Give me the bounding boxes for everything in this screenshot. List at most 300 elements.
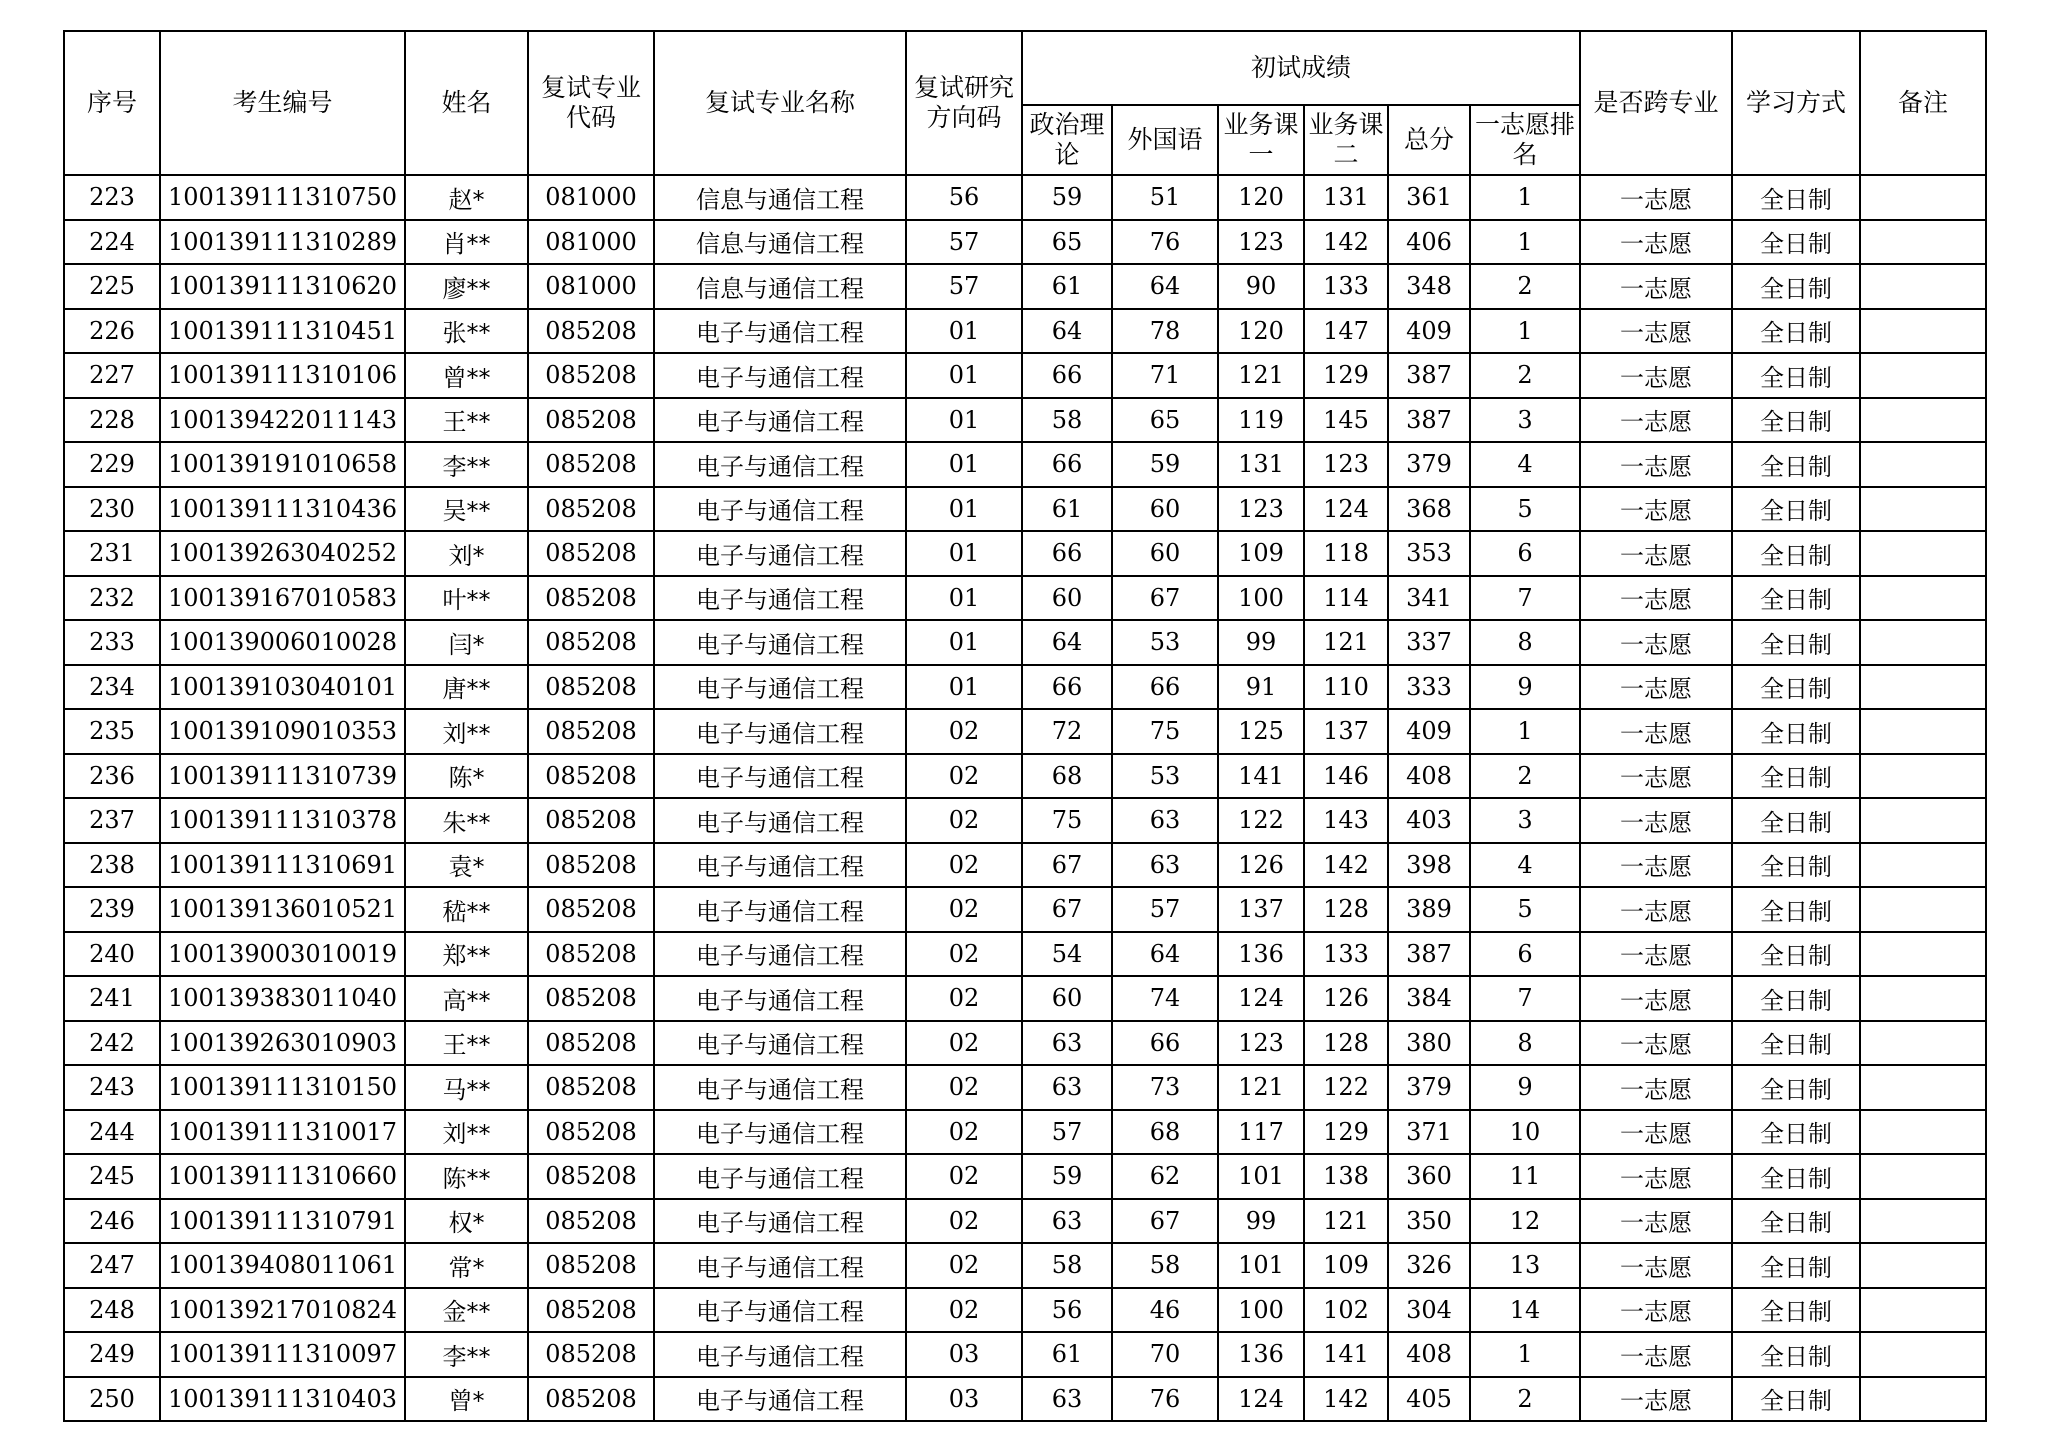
cell-seq: 224 <box>64 220 160 265</box>
cell-seq: 225 <box>64 264 160 309</box>
table-row <box>64 175 1986 220</box>
cell-remarks <box>1860 576 1986 621</box>
cell-total: 337 <box>1388 620 1470 665</box>
cell-politics: 64 <box>1022 620 1112 665</box>
cell-remarks <box>1860 887 1986 932</box>
cell-study-mode: 全日制 <box>1732 843 1860 888</box>
cell-major-code: 085208 <box>528 1199 654 1244</box>
cell-politics: 67 <box>1022 843 1112 888</box>
cell-study-mode: 全日制 <box>1732 665 1860 710</box>
cell-major-code: 081000 <box>528 264 654 309</box>
cell-course2: 118 <box>1304 531 1388 576</box>
cell-course2: 131 <box>1304 175 1388 220</box>
cell-name: 肖** <box>405 220 528 265</box>
cell-exam-id: 100139111310097 <box>160 1332 405 1377</box>
cell-major-name: 信息与通信工程 <box>654 175 906 220</box>
cell-foreign-language: 70 <box>1112 1332 1218 1377</box>
cell-name: 刘** <box>405 709 528 754</box>
cell-remarks <box>1860 1021 1986 1066</box>
cell-remarks <box>1860 976 1986 1021</box>
cell-major-name: 电子与通信工程 <box>654 887 906 932</box>
table-row <box>64 442 1986 487</box>
cell-major-name: 信息与通信工程 <box>654 264 906 309</box>
cell-seq: 236 <box>64 754 160 799</box>
cell-cross-major: 一志愿 <box>1580 843 1732 888</box>
cell-seq: 239 <box>64 887 160 932</box>
cell-major-name: 电子与通信工程 <box>654 531 906 576</box>
cell-course2: 147 <box>1304 309 1388 354</box>
cell-major-name: 电子与通信工程 <box>654 665 906 710</box>
cell-course2: 110 <box>1304 665 1388 710</box>
cell-rank: 1 <box>1470 175 1580 220</box>
cell-direction-code: 01 <box>906 620 1022 665</box>
cell-total: 408 <box>1388 754 1470 799</box>
cell-foreign-language: 71 <box>1112 353 1218 398</box>
cell-course1: 122 <box>1218 798 1304 843</box>
table-row <box>64 531 1986 576</box>
table-row <box>64 1332 1986 1377</box>
cell-seq: 232 <box>64 576 160 621</box>
cell-direction-code: 02 <box>906 1021 1022 1066</box>
cell-foreign-language: 65 <box>1112 398 1218 443</box>
cell-direction-code: 01 <box>906 442 1022 487</box>
cell-rank: 2 <box>1470 353 1580 398</box>
cell-total: 387 <box>1388 398 1470 443</box>
cell-politics: 63 <box>1022 1377 1112 1422</box>
cell-course1: 124 <box>1218 1377 1304 1422</box>
cell-exam-id: 100139217010824 <box>160 1288 405 1333</box>
cell-total: 398 <box>1388 843 1470 888</box>
cell-name: 马** <box>405 1065 528 1110</box>
cell-politics: 61 <box>1022 487 1112 532</box>
cell-politics: 60 <box>1022 576 1112 621</box>
cell-cross-major: 一志愿 <box>1580 887 1732 932</box>
table-row <box>64 1021 1986 1066</box>
cell-total: 326 <box>1388 1243 1470 1288</box>
cell-major-name: 电子与通信工程 <box>654 754 906 799</box>
cell-course1: 109 <box>1218 531 1304 576</box>
cell-study-mode: 全日制 <box>1732 798 1860 843</box>
cell-study-mode: 全日制 <box>1732 887 1860 932</box>
cell-cross-major: 一志愿 <box>1580 620 1732 665</box>
cell-major-code: 085208 <box>528 1332 654 1377</box>
cell-seq: 250 <box>64 1377 160 1422</box>
cell-cross-major: 一志愿 <box>1580 1288 1732 1333</box>
cell-exam-id: 100139006010028 <box>160 620 405 665</box>
cell-major-code: 085208 <box>528 932 654 977</box>
cell-cross-major: 一志愿 <box>1580 1377 1732 1422</box>
cell-total: 387 <box>1388 932 1470 977</box>
cell-foreign-language: 53 <box>1112 754 1218 799</box>
cell-foreign-language: 78 <box>1112 309 1218 354</box>
cell-total: 389 <box>1388 887 1470 932</box>
cell-remarks <box>1860 798 1986 843</box>
cell-foreign-language: 67 <box>1112 576 1218 621</box>
cell-major-code: 085208 <box>528 1243 654 1288</box>
cell-cross-major: 一志愿 <box>1580 1332 1732 1377</box>
cell-name: 叶** <box>405 576 528 621</box>
cell-course2: 143 <box>1304 798 1388 843</box>
table-row <box>64 576 1986 621</box>
cell-course2: 129 <box>1304 1110 1388 1155</box>
cell-course1: 126 <box>1218 843 1304 888</box>
cell-remarks <box>1860 175 1986 220</box>
cell-major-name: 电子与通信工程 <box>654 620 906 665</box>
cell-course1: 121 <box>1218 353 1304 398</box>
cell-major-name: 电子与通信工程 <box>654 843 906 888</box>
cell-total: 333 <box>1388 665 1470 710</box>
cell-major-code: 085208 <box>528 531 654 576</box>
cell-remarks <box>1860 754 1986 799</box>
cell-major-code: 085208 <box>528 1110 654 1155</box>
cell-course2: 102 <box>1304 1288 1388 1333</box>
cell-total: 371 <box>1388 1110 1470 1155</box>
cell-seq: 228 <box>64 398 160 443</box>
cell-major-code: 085208 <box>528 487 654 532</box>
cell-politics: 58 <box>1022 1243 1112 1288</box>
cell-exam-id: 100139111310791 <box>160 1199 405 1244</box>
cell-rank: 1 <box>1470 220 1580 265</box>
table-body <box>64 175 1986 1421</box>
cell-major-name: 电子与通信工程 <box>654 398 906 443</box>
header-politics: 政治理论 <box>1022 105 1112 175</box>
cell-seq: 238 <box>64 843 160 888</box>
cell-course2: 138 <box>1304 1154 1388 1199</box>
table-row <box>64 665 1986 710</box>
cell-study-mode: 全日制 <box>1732 1110 1860 1155</box>
cell-course2: 141 <box>1304 1332 1388 1377</box>
cell-direction-code: 01 <box>906 576 1022 621</box>
cell-cross-major: 一志愿 <box>1580 1199 1732 1244</box>
cell-cross-major: 一志愿 <box>1580 976 1732 1021</box>
cell-major-code: 085208 <box>528 887 654 932</box>
cell-rank: 4 <box>1470 843 1580 888</box>
cell-total: 341 <box>1388 576 1470 621</box>
cell-foreign-language: 67 <box>1112 1199 1218 1244</box>
cell-exam-id: 100139167010583 <box>160 576 405 621</box>
cell-foreign-language: 46 <box>1112 1288 1218 1333</box>
cell-remarks <box>1860 264 1986 309</box>
cell-direction-code: 01 <box>906 353 1022 398</box>
cell-study-mode: 全日制 <box>1732 1288 1860 1333</box>
cell-rank: 6 <box>1470 531 1580 576</box>
cell-cross-major: 一志愿 <box>1580 264 1732 309</box>
cell-direction-code: 02 <box>906 843 1022 888</box>
cell-total: 380 <box>1388 1021 1470 1066</box>
cell-cross-major: 一志愿 <box>1580 709 1732 754</box>
cell-remarks <box>1860 398 1986 443</box>
cell-remarks <box>1860 665 1986 710</box>
cell-total: 379 <box>1388 1065 1470 1110</box>
cell-course1: 123 <box>1218 1021 1304 1066</box>
cell-exam-id: 100139111310750 <box>160 175 405 220</box>
cell-cross-major: 一志愿 <box>1580 798 1732 843</box>
cell-cross-major: 一志愿 <box>1580 576 1732 621</box>
cell-course2: 123 <box>1304 442 1388 487</box>
cell-name: 陈* <box>405 754 528 799</box>
cell-course2: 142 <box>1304 1377 1388 1422</box>
table-row <box>64 264 1986 309</box>
header-total: 总分 <box>1388 105 1470 175</box>
cell-major-name: 电子与通信工程 <box>654 309 906 354</box>
cell-seq: 244 <box>64 1110 160 1155</box>
cell-major-code: 085208 <box>528 442 654 487</box>
cell-study-mode: 全日制 <box>1732 353 1860 398</box>
header-foreign-language: 外国语 <box>1112 105 1218 175</box>
cell-foreign-language: 51 <box>1112 175 1218 220</box>
cell-total: 350 <box>1388 1199 1470 1244</box>
cell-major-name: 电子与通信工程 <box>654 798 906 843</box>
cell-major-name: 信息与通信工程 <box>654 220 906 265</box>
cell-cross-major: 一志愿 <box>1580 531 1732 576</box>
cell-direction-code: 57 <box>906 264 1022 309</box>
cell-name: 袁* <box>405 843 528 888</box>
cell-major-name: 电子与通信工程 <box>654 1377 906 1422</box>
header-exam-id: 考生编号 <box>160 31 405 175</box>
cell-politics: 61 <box>1022 1332 1112 1377</box>
cell-rank: 8 <box>1470 620 1580 665</box>
cell-major-name: 电子与通信工程 <box>654 1021 906 1066</box>
cell-course1: 120 <box>1218 309 1304 354</box>
cell-foreign-language: 66 <box>1112 665 1218 710</box>
header-major-name: 复试专业名称 <box>654 31 906 175</box>
cell-remarks <box>1860 1199 1986 1244</box>
cell-direction-code: 03 <box>906 1332 1022 1377</box>
cell-study-mode: 全日制 <box>1732 976 1860 1021</box>
cell-politics: 58 <box>1022 398 1112 443</box>
cell-name: 郑** <box>405 932 528 977</box>
cell-exam-id: 100139191010658 <box>160 442 405 487</box>
cell-seq: 240 <box>64 932 160 977</box>
cell-exam-id: 100139111310620 <box>160 264 405 309</box>
cell-study-mode: 全日制 <box>1732 1332 1860 1377</box>
cell-foreign-language: 60 <box>1112 487 1218 532</box>
cell-politics: 59 <box>1022 175 1112 220</box>
cell-remarks <box>1860 709 1986 754</box>
cell-cross-major: 一志愿 <box>1580 353 1732 398</box>
header-remarks: 备注 <box>1860 31 1986 175</box>
cell-foreign-language: 75 <box>1112 709 1218 754</box>
cell-rank: 7 <box>1470 976 1580 1021</box>
cell-rank: 1 <box>1470 309 1580 354</box>
cell-politics: 75 <box>1022 798 1112 843</box>
cell-exam-id: 100139422011143 <box>160 398 405 443</box>
cell-study-mode: 全日制 <box>1732 932 1860 977</box>
cell-name: 王** <box>405 398 528 443</box>
cell-course1: 99 <box>1218 620 1304 665</box>
cell-total: 403 <box>1388 798 1470 843</box>
cell-remarks <box>1860 309 1986 354</box>
cell-course1: 121 <box>1218 1065 1304 1110</box>
cell-exam-id: 100139111310691 <box>160 843 405 888</box>
cell-foreign-language: 76 <box>1112 220 1218 265</box>
cell-course1: 119 <box>1218 398 1304 443</box>
cell-direction-code: 02 <box>906 798 1022 843</box>
table-row <box>64 1288 1986 1333</box>
cell-direction-code: 01 <box>906 531 1022 576</box>
cell-total: 409 <box>1388 709 1470 754</box>
cell-exam-id: 100139111310451 <box>160 309 405 354</box>
cell-name: 闫* <box>405 620 528 665</box>
cell-remarks <box>1860 1154 1986 1199</box>
cell-total: 405 <box>1388 1377 1470 1422</box>
cell-study-mode: 全日制 <box>1732 487 1860 532</box>
cell-course1: 120 <box>1218 175 1304 220</box>
cell-rank: 3 <box>1470 798 1580 843</box>
table-row <box>64 398 1986 443</box>
cell-politics: 66 <box>1022 531 1112 576</box>
cell-direction-code: 56 <box>906 175 1022 220</box>
cell-course1: 91 <box>1218 665 1304 710</box>
cell-remarks <box>1860 353 1986 398</box>
cell-major-name: 电子与通信工程 <box>654 1110 906 1155</box>
header-course2: 业务课二 <box>1304 105 1388 175</box>
cell-major-name: 电子与通信工程 <box>654 1332 906 1377</box>
cell-course1: 137 <box>1218 887 1304 932</box>
cell-study-mode: 全日制 <box>1732 531 1860 576</box>
cell-foreign-language: 62 <box>1112 1154 1218 1199</box>
cell-direction-code: 02 <box>906 1110 1022 1155</box>
cell-total: 304 <box>1388 1288 1470 1333</box>
cell-total: 406 <box>1388 220 1470 265</box>
cell-politics: 63 <box>1022 1065 1112 1110</box>
cell-course2: 126 <box>1304 976 1388 1021</box>
table-row <box>64 220 1986 265</box>
table-row <box>64 487 1986 532</box>
cell-direction-code: 02 <box>906 1288 1022 1333</box>
cell-politics: 64 <box>1022 309 1112 354</box>
cell-total: 361 <box>1388 175 1470 220</box>
cell-seq: 230 <box>64 487 160 532</box>
cell-direction-code: 01 <box>906 309 1022 354</box>
header-study-mode: 学习方式 <box>1732 31 1860 175</box>
cell-remarks <box>1860 843 1986 888</box>
table-row <box>64 1377 1986 1422</box>
cell-remarks <box>1860 220 1986 265</box>
cell-remarks <box>1860 1110 1986 1155</box>
cell-major-code: 085208 <box>528 1154 654 1199</box>
cell-course2: 124 <box>1304 487 1388 532</box>
table-header <box>64 31 1986 175</box>
cell-exam-id: 100139111310436 <box>160 487 405 532</box>
cell-name: 刘* <box>405 531 528 576</box>
cell-course2: 109 <box>1304 1243 1388 1288</box>
cell-course1: 136 <box>1218 1332 1304 1377</box>
cell-rank: 3 <box>1470 398 1580 443</box>
cell-major-code: 081000 <box>528 220 654 265</box>
cell-exam-id: 100139111310150 <box>160 1065 405 1110</box>
cell-major-name: 电子与通信工程 <box>654 1288 906 1333</box>
cell-course2: 142 <box>1304 843 1388 888</box>
cell-seq: 243 <box>64 1065 160 1110</box>
cell-cross-major: 一志愿 <box>1580 398 1732 443</box>
cell-major-code: 085208 <box>528 709 654 754</box>
cell-remarks <box>1860 1065 1986 1110</box>
cell-exam-id: 100139383011040 <box>160 976 405 1021</box>
cell-name: 陈** <box>405 1154 528 1199</box>
header-direction-code: 复试研究方向码 <box>906 31 1022 175</box>
cell-cross-major: 一志愿 <box>1580 754 1732 799</box>
cell-seq: 226 <box>64 309 160 354</box>
cell-politics: 66 <box>1022 442 1112 487</box>
cell-foreign-language: 57 <box>1112 887 1218 932</box>
cell-remarks <box>1860 620 1986 665</box>
cell-exam-id: 100139111310739 <box>160 754 405 799</box>
cell-course2: 133 <box>1304 932 1388 977</box>
cell-name: 高** <box>405 976 528 1021</box>
cell-course1: 90 <box>1218 264 1304 309</box>
cell-foreign-language: 59 <box>1112 442 1218 487</box>
cell-exam-id: 100139103040101 <box>160 665 405 710</box>
cell-cross-major: 一志愿 <box>1580 1243 1732 1288</box>
cell-rank: 8 <box>1470 1021 1580 1066</box>
header-first-choice-rank: 一志愿排名 <box>1470 105 1580 175</box>
cell-seq: 231 <box>64 531 160 576</box>
cell-study-mode: 全日制 <box>1732 1154 1860 1199</box>
cell-cross-major: 一志愿 <box>1580 442 1732 487</box>
cell-study-mode: 全日制 <box>1732 576 1860 621</box>
cell-seq: 245 <box>64 1154 160 1199</box>
cell-seq: 233 <box>64 620 160 665</box>
cell-major-code: 085208 <box>528 398 654 443</box>
cell-course1: 123 <box>1218 220 1304 265</box>
cell-cross-major: 一志愿 <box>1580 1110 1732 1155</box>
table-row <box>64 887 1986 932</box>
cell-politics: 66 <box>1022 665 1112 710</box>
cell-major-code: 085208 <box>528 1065 654 1110</box>
cell-exam-id: 100139109010353 <box>160 709 405 754</box>
table-row <box>64 1199 1986 1244</box>
cell-foreign-language: 58 <box>1112 1243 1218 1288</box>
cell-exam-id: 100139136010521 <box>160 887 405 932</box>
cell-foreign-language: 63 <box>1112 843 1218 888</box>
cell-major-code: 085208 <box>528 754 654 799</box>
cell-rank: 6 <box>1470 932 1580 977</box>
cell-name: 张** <box>405 309 528 354</box>
cell-politics: 59 <box>1022 1154 1112 1199</box>
cell-seq: 223 <box>64 175 160 220</box>
cell-name: 曾** <box>405 353 528 398</box>
cell-course1: 101 <box>1218 1154 1304 1199</box>
cell-study-mode: 全日制 <box>1732 1021 1860 1066</box>
table-row <box>64 1243 1986 1288</box>
cell-exam-id: 100139263010903 <box>160 1021 405 1066</box>
table-row <box>64 1110 1986 1155</box>
header-seq: 序号 <box>64 31 160 175</box>
cell-direction-code: 03 <box>906 1377 1022 1422</box>
cell-study-mode: 全日制 <box>1732 754 1860 799</box>
cell-total: 353 <box>1388 531 1470 576</box>
cell-study-mode: 全日制 <box>1732 1377 1860 1422</box>
cell-course1: 124 <box>1218 976 1304 1021</box>
cell-name: 唐** <box>405 665 528 710</box>
cell-exam-id: 100139003010019 <box>160 932 405 977</box>
cell-course2: 145 <box>1304 398 1388 443</box>
cell-course1: 125 <box>1218 709 1304 754</box>
header-cross-major: 是否跨专业 <box>1580 31 1732 175</box>
cell-total: 348 <box>1388 264 1470 309</box>
cell-rank: 1 <box>1470 1332 1580 1377</box>
cell-course2: 146 <box>1304 754 1388 799</box>
cell-name: 李** <box>405 1332 528 1377</box>
cell-total: 360 <box>1388 1154 1470 1199</box>
cell-foreign-language: 64 <box>1112 264 1218 309</box>
cell-course2: 142 <box>1304 220 1388 265</box>
cell-foreign-language: 63 <box>1112 798 1218 843</box>
cell-course1: 117 <box>1218 1110 1304 1155</box>
cell-direction-code: 02 <box>906 1065 1022 1110</box>
cell-rank: 1 <box>1470 709 1580 754</box>
